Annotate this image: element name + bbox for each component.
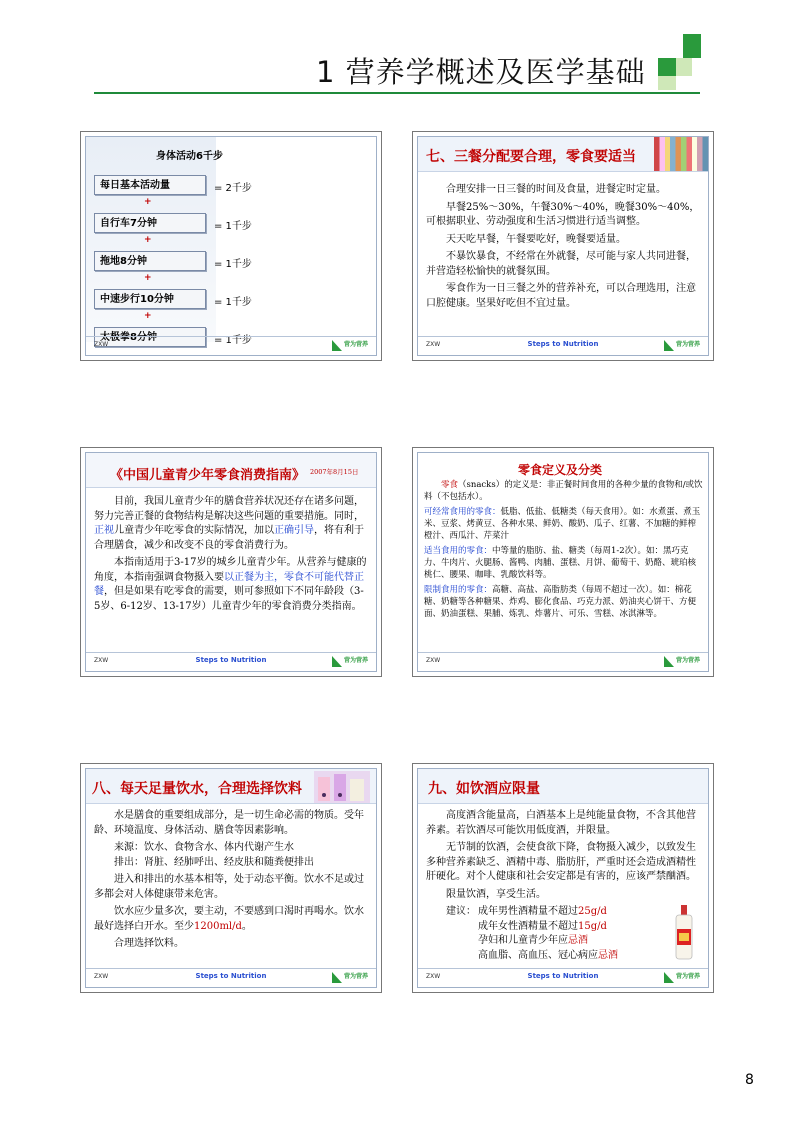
brand-logo: 营为营养 <box>664 655 698 668</box>
brand-logo: 营为营养 <box>332 655 366 668</box>
activity-value: = 1千步 <box>214 259 252 270</box>
paragraph: 不暴饮暴食，不经常在外就餐，尽可能与家人共同进餐，并营造轻松愉快的就餐氛围。 <box>426 251 696 277</box>
activity-value: = 1千步 <box>214 335 252 346</box>
slide-snacks <box>412 447 714 677</box>
slide-title: 零食定义及分类 <box>518 463 603 477</box>
footer-author: ZXW <box>426 341 441 348</box>
page-number: 8 <box>745 1072 754 1088</box>
slide-footer <box>86 968 376 987</box>
activity-value: = 1千步 <box>214 297 252 308</box>
slide-guide <box>80 447 382 677</box>
slide-footer <box>86 652 376 671</box>
liquor-bottle-image <box>672 905 696 961</box>
activity-box: 自行车7分钟 <box>94 213 206 233</box>
footer-tagline: Steps to Nutrition <box>195 972 267 980</box>
paragraph: 排出：肾脏、经肺呼出、经皮肤和随粪便排出 <box>114 856 314 868</box>
plus-sign: + <box>144 273 152 283</box>
activity-value: = 2千步 <box>214 183 252 194</box>
slide-title: 《中国儿童青少年零食消费指南》 <box>110 468 306 483</box>
suggestion-list: 建议： 成年男性酒精量不超过25g/d 成年女性酒精量不超过15g/d 孕妇和儿童青少年应忌酒 高血脂、高血压、冠心病应忌酒 <box>426 905 702 963</box>
footer-author: ZXW <box>426 657 441 664</box>
paragraph: 高度酒含能量高，白酒基本上是纯能量食物，不含其他营养素。若饮酒尽可能饮用低度酒，并限量。 <box>426 810 696 836</box>
paragraph: 天天吃早餐，午餐要吃好，晚餐要适量。 <box>446 233 626 245</box>
footer-tagline: Steps to Nutrition <box>527 972 599 980</box>
deco-square <box>658 58 676 76</box>
paragraph: 早餐25%～30%，午餐30%～40%，晚餐30%～40%，可根据职业、劳动强度和生活习惯进行适当调整。 <box>426 201 700 227</box>
paragraph: 合理安排一日三餐的时间及食量，进餐定时定量。 <box>446 184 666 195</box>
suggestion-item: 成年男性酒精量不超过25g/d <box>478 906 607 917</box>
paragraph: 限制食用的零食：高糖、高盐、高脂肪类（每周不超过一次）。如：棉花糖、奶糖等各种糖果、炸鸡、膨化食品、巧克力派、奶油夹心饼干、方便面、奶油蛋糕、果脯、炼乳、炸薯片、可乐、雪糕、冰淇淋等。 <box>424 585 697 619</box>
footer-author: ZXW <box>94 973 109 980</box>
supermarket-image <box>654 137 708 171</box>
slide-meals <box>412 131 714 361</box>
brand-logo: 营为营养 <box>332 339 366 352</box>
slide-title: 九、如饮酒应限量 <box>428 781 540 797</box>
slide-activity <box>80 131 382 361</box>
activity-box: 太极拳8分钟 <box>94 327 206 347</box>
footer-author: ZXW <box>426 973 441 980</box>
footer-tagline: Steps to Nutrition <box>527 340 599 348</box>
paragraph: 合理选择饮料。 <box>114 938 184 949</box>
slide-title: 身体活动6千步 <box>156 151 223 162</box>
slide-title: 八、每天足量饮水，合理选择饮料 <box>92 781 302 797</box>
activity-box: 中速步行10分钟 <box>94 289 206 309</box>
paragraph: 可经常食用的零食：低脂、低盐、低糖类（每天食用）。如：水煮蛋、煮玉米、豆浆、烤黄豆、各种水果、鲜奶、酸奶、瓜子、红薯、不加糖的鲜榨橙汁、西瓜汁、芹菜汁 <box>424 507 701 541</box>
plus-sign: + <box>144 311 152 321</box>
header-rule <box>94 92 700 94</box>
slide-water <box>80 763 382 993</box>
drinks-image <box>314 771 370 803</box>
activity-box: 每日基本活动量 <box>94 175 206 195</box>
footer-author: ZXW <box>94 657 109 664</box>
slide-footer <box>418 968 708 987</box>
paragraph: 适当食用的零食：中等量的脂肪、盐、糖类（每周1-2次）。如：黑巧克力、牛肉片、火腿肠、酱鸭、肉脯、蛋糕、月饼、葡萄干、奶酪、琥珀核桃仁、腰果、咖啡、乳酸饮料等。 <box>424 546 697 580</box>
deco-square <box>658 76 676 90</box>
brand-logo: 营为营养 <box>664 339 698 352</box>
paragraph: 饮水应少量多次，要主动，不要感到口渴时再喝水。饮水最好选择白开水。至少1200ml/d。 <box>94 906 364 932</box>
deco-square <box>676 58 692 76</box>
activity-box: 拖地8分钟 <box>94 251 206 271</box>
slide-title: 七、三餐分配要合理，零食要适当 <box>426 149 636 165</box>
plus-sign: + <box>144 197 152 207</box>
slide-alcohol <box>412 763 714 993</box>
paragraph: 零食作为一日三餐之外的营养补充，可以合理选用，注意口腔健康。坚果好吃但不宜过量。 <box>426 283 696 309</box>
deco-square <box>683 34 701 58</box>
slide-footer <box>86 336 376 355</box>
paragraph: 目前，我国儿童青少年的膳食营养状况还存在诸多问题，努力完善正餐的食物结构是解决这些问题的重要措施。同时，正视儿童青少年吃零食的实际情况，加以正确引导，将有利于合理膳食，减少和改变不良的零食消费行为。 <box>94 496 364 551</box>
brand-logo: 营为营养 <box>664 971 698 984</box>
activity-value: = 1千步 <box>214 221 252 232</box>
slide-date: 2007年8月15日 <box>310 468 359 476</box>
paragraph: 本指南适用于3-17岁的城乡儿童青少年。从营养与健康的角度，本指南强调食物摄入要以正餐为主，零食不可能代替正餐，但是如果有吃零食的需要，则可参照如下不同年龄段（3-5岁、6-12岁、13-17岁）儿童青少年的零食消费分类指南。 <box>94 557 367 612</box>
plus-sign: + <box>144 235 152 245</box>
page-title: 1 营养学概述及医学基础 <box>316 55 646 89</box>
footer-tagline: Steps to Nutrition <box>195 656 267 664</box>
suggestion-item: 成年女性酒精量不超过15g/d <box>478 920 607 932</box>
slide-footer <box>418 336 708 355</box>
brand-logo: 营为营养 <box>332 971 366 984</box>
suggestion-item: 孕妇和儿童青少年应忌酒 <box>478 935 588 946</box>
paragraph: 零食（snacks）的定义是：非正餐时间食用的各种少量的食物和/或饮料（不包括水）。 <box>424 480 703 502</box>
paragraph: 来源：饮水、食物含水、体内代谢产生水 <box>114 842 294 853</box>
paragraph: 限量饮酒，享受生活。 <box>446 888 546 900</box>
paragraph: 进入和排出的水基本相等，处于动态平衡。饮水不足或过多都会对人体健康带来危害。 <box>94 874 364 900</box>
footer-author: ZXW <box>94 341 109 348</box>
slide-footer <box>418 652 708 671</box>
suggestion-item: 高血脂、高血压、冠心病应忌酒 <box>478 949 618 961</box>
paragraph: 水是膳食的重要组成部分，是一切生命必需的物质。受年龄、环境温度、身体活动、膳食等因素影响。 <box>94 810 364 836</box>
paragraph: 无节制的饮酒，会使食欲下降，食物摄入减少，以致发生多种营养素缺乏、酒精中毒、脂肪肝，严重时还会造成酒精性肝硬化。对个人健康和社会安定都是有害的，应该严禁酗酒。 <box>426 842 696 882</box>
